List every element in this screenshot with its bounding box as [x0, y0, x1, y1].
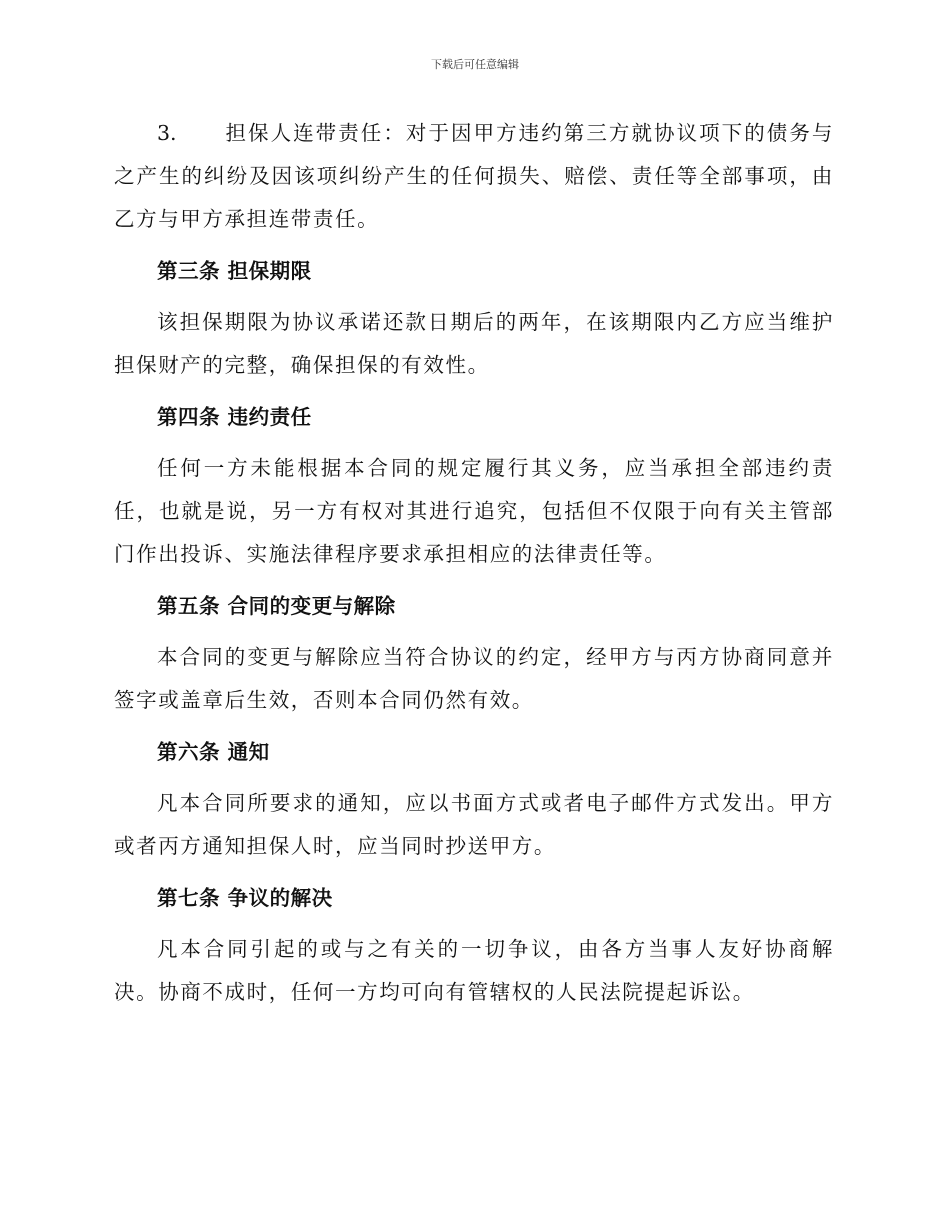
- section-body-dispute-resolution: 凡本合同引起的或与之有关的一切争议，由各方当事人友好协商解决。协商不成时，任何一方均可向有管辖权的人民法院提起诉讼。: [114, 937, 834, 1004]
- section-body-guarantee-period: 该担保期限为协议承诺还款日期后的两年，在该期限内乙方应当维护担保财产的完整，确保担保的有效性。: [114, 310, 834, 377]
- clause-guarantor-joint-liability: [114, 112, 834, 241]
- section-body-breach-liability: 任何一方未能根据本合同的规定履行其义务，应当承担全部违约责任，也就是说，另一方有权对其进行追究，包括但不仅限于向有关主管部门作出投诉、实施法律程序要求承担相应的法律责任等。: [114, 456, 834, 566]
- section-title-amendment-termination: 第五条 合同的变更与解除: [157, 594, 396, 618]
- document-body: [114, 112, 834, 1014]
- clause-number: 3.: [157, 121, 177, 145]
- section-body-amendment-termination: 本合同的变更与解除应当符合协议的约定，经甲方与丙方协商同意并签字或盖章后生效，否则本合同仍然有效。: [114, 645, 834, 712]
- page-header: 下载后可任意编辑: [431, 58, 519, 71]
- clause-text-rest: 产生的纠纷及因该项纠纷产生的任何损失、赔偿、责任等全部事项，由乙方与甲方承担连带责任。: [114, 164, 834, 231]
- section-title-dispute-resolution: 第七条 争议的解决: [157, 886, 333, 910]
- section-title-guarantee-period: 第三条 担保期限: [157, 259, 312, 283]
- section-title-notice: 第六条 通知: [157, 740, 270, 764]
- section-title-breach-liability: 第四条 违约责任: [157, 405, 312, 429]
- section-body-notice: 凡本合同所要求的通知，应以书面方式或者电子邮件方式发出。甲方或者丙方通知担保人时，应当同时抄送甲方。: [114, 791, 834, 858]
- clause-text-first: 担保人连带责任：对于因甲方违约第三方就协议项下的债务与之: [114, 121, 834, 188]
